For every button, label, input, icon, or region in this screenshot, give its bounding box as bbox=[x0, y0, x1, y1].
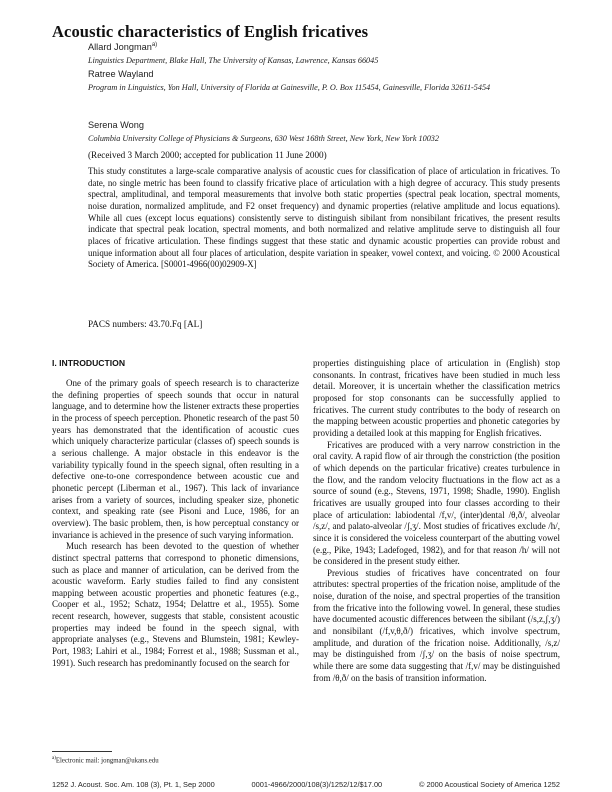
footer-copyright: © 2000 Acoustical Society of America 1252 bbox=[418, 780, 560, 789]
author-2-affiliation: Program in Linguistics, Yon Hall, University of Florida at Gainesville, P. O. Box 115454, Gainesville, Florida 32611-5454 bbox=[88, 83, 491, 92]
author-3-affiliation: Columbia University College of Physicians & Surgeons, 630 West 168th Street, New York, New York 10032 bbox=[88, 134, 439, 143]
author-3-name: Serena Wong bbox=[88, 120, 145, 130]
section-heading: I. INTRODUCTION bbox=[52, 358, 126, 368]
author-1-footnote-marker: a) bbox=[151, 42, 158, 48]
paragraph: properties distinguishing place of articulation in (English) stop consonants. In contrast, fricatives have been studied in much less detail. Moreover, it is uncertain whether the classification metrics proposed for stop consonants can be successfully applied to fricatives. The current study contributes to the body of research on the mapping between acoustic properties and phonetic categories by providing a detailed look at this mapping for English fricatives. bbox=[313, 358, 560, 438]
footnote-marker: a) bbox=[52, 756, 56, 761]
paragraph: Previous studies of fricatives have concentrated on four attributes: spectral properties of the frication noise, amplitude of the noise, duration of the noise, and spectral properties of the transition from the fricative into the following vowel. In general, these studies have documented acoustic differences between the sibilant (/s,z,ʃ,ʒ/) and nonsibilant (/f,v,θ,ð/) fricatives, which involve spectrum, amplitude, and duration of the frication noise. Additionally, /s,z/ may be distinguished from /ʃ,ʒ/ on the basis of noise spectrum, while there are some data suggesting that /f,v/ may be distinguished from /θ,ð/ on the basis of transition information. bbox=[313, 567, 560, 683]
footnote-text: Electronic mail: jongman@ukans.edu bbox=[55, 757, 159, 765]
abstract: This study constitutes a large-scale comparative analysis of acoustic cues for classification of place of articulation in fricatives. To date, no single metric has been found to classify fricative place of articulation with a high degree of accuracy. This study presents spectral, amplitudinal, and temporal measurements that involve both static properties (spectral peak location, spectral moments, noise duration, normalized amplitude, and F2 onset frequency) and dynamic properties (relative amplitude and locus equations). While all cues (except locus equations) consistently serve to distinguish sibilant from nonsibilant fricatives, the present results indicate that spectral peak location, spectral moments, and both normalized and relative amplitude serve to distinguish all four places of fricative articulation. These findings suggest that these static and dynamic acoustic properties can provide robust and unique information about all four places of articulation, despite variation in speaker, vowel context, and voicing. © 2000 Acoustical Society of America. [S0001-4966(00)02909-X] bbox=[88, 166, 560, 270]
author-1-name: Allard Jongman bbox=[88, 42, 152, 53]
footer-journal: 1252 J. Acoust. Soc. Am. 108 (3), Pt. 1, Sep 2000 bbox=[52, 780, 215, 789]
paper-title: Acoustic characteristics of English fricatives bbox=[52, 22, 369, 41]
right-column bbox=[313, 358, 560, 684]
paragraph: One of the primary goals of speech research is to characterize the defining properties of speech sounds that occur in natural language, and to determine how the listener extracts these properties in the process of speech perception. Phonetic research of the past 50 years has demonstrated that the identification of acoustic cues which uniquely characterize particular (classes of) speech sounds is a serious challenge. A major obstacle in this endeavor is the variability typically found in the speech signal, often resulting in a defective one-to-one correspondence between acoustic cue and phonetic percept (Liberman et al., 1967). This lack of invariance arises from a variety of sources, including speaker size, phonetic context, and speaking rate (see Pisoni and Luce, 1986, for an overview). The basic problem, then, is how perceptual constancy or invariance is achieved in the presence of such varying information. bbox=[52, 378, 299, 540]
footnote-rule bbox=[52, 751, 112, 752]
author-name bbox=[88, 42, 157, 52]
footnote bbox=[52, 756, 159, 764]
page-footer bbox=[52, 780, 560, 789]
pacs-numbers: PACS numbers: 43.70.Fq [AL] bbox=[88, 319, 203, 329]
paragraph: Much research has been devoted to the question of whether distinct spectral patterns that correspond to phonetic dimensions, such as place and manner of articulation, can be derived from the acoustic waveform. Early studies failed to find any consistent mapping between acoustic properties and phonetic features (e.g., Cooper et al., 1952; Schatz, 1954; Delattre et al., 1955). Some recent research, however, suggests that stable, consistent acoustic properties may indeed be found in the speech signal, with appropriate analyses (e.g., Stevens and Blumstein, 1981; Kewley-Port, 1983; Lahiri et al., 1984; Forrest et al., 1988; Sussman et al., 1991). Such research has predominantly focused on the search for bbox=[52, 541, 299, 668]
footer-code: 0001-4966/2000/108(3)/1252/12/$17.00 bbox=[251, 780, 383, 789]
paragraph: Fricatives are produced with a very narrow constriction in the oral cavity. A rapid flow of air through the constriction (the position of which depends on the particular fricative) creates turbulence in the flow, and the random velocity fluctuations in the flow act as a source of sound (e.g., Stevens, 1971, 1998; Shadle, 1990). English fricatives are usually grouped into four classes according to their place of articulation: labiodental /f,v/, (inter)dental /θ,ð/, alveolar /s,z/, and palato-alveolar /ʃ,ʒ/. Most studies of fricatives exclude /h/, since it is considered the voiceless counterpart of the abutting vowel (e.g., Pike, 1943; Ladefoged, 1982), and for that reason /h/ will not be considered in the present study either. bbox=[313, 439, 560, 567]
left-column bbox=[52, 378, 299, 669]
author-2-name: Ratree Wayland bbox=[88, 69, 154, 79]
author-1-affiliation: Linguistics Department, Blake Hall, The University of Kansas, Lawrence, Kansas 66045 bbox=[88, 56, 379, 65]
received-date: (Received 3 March 2000; accepted for publication 11 June 2000) bbox=[88, 150, 327, 160]
